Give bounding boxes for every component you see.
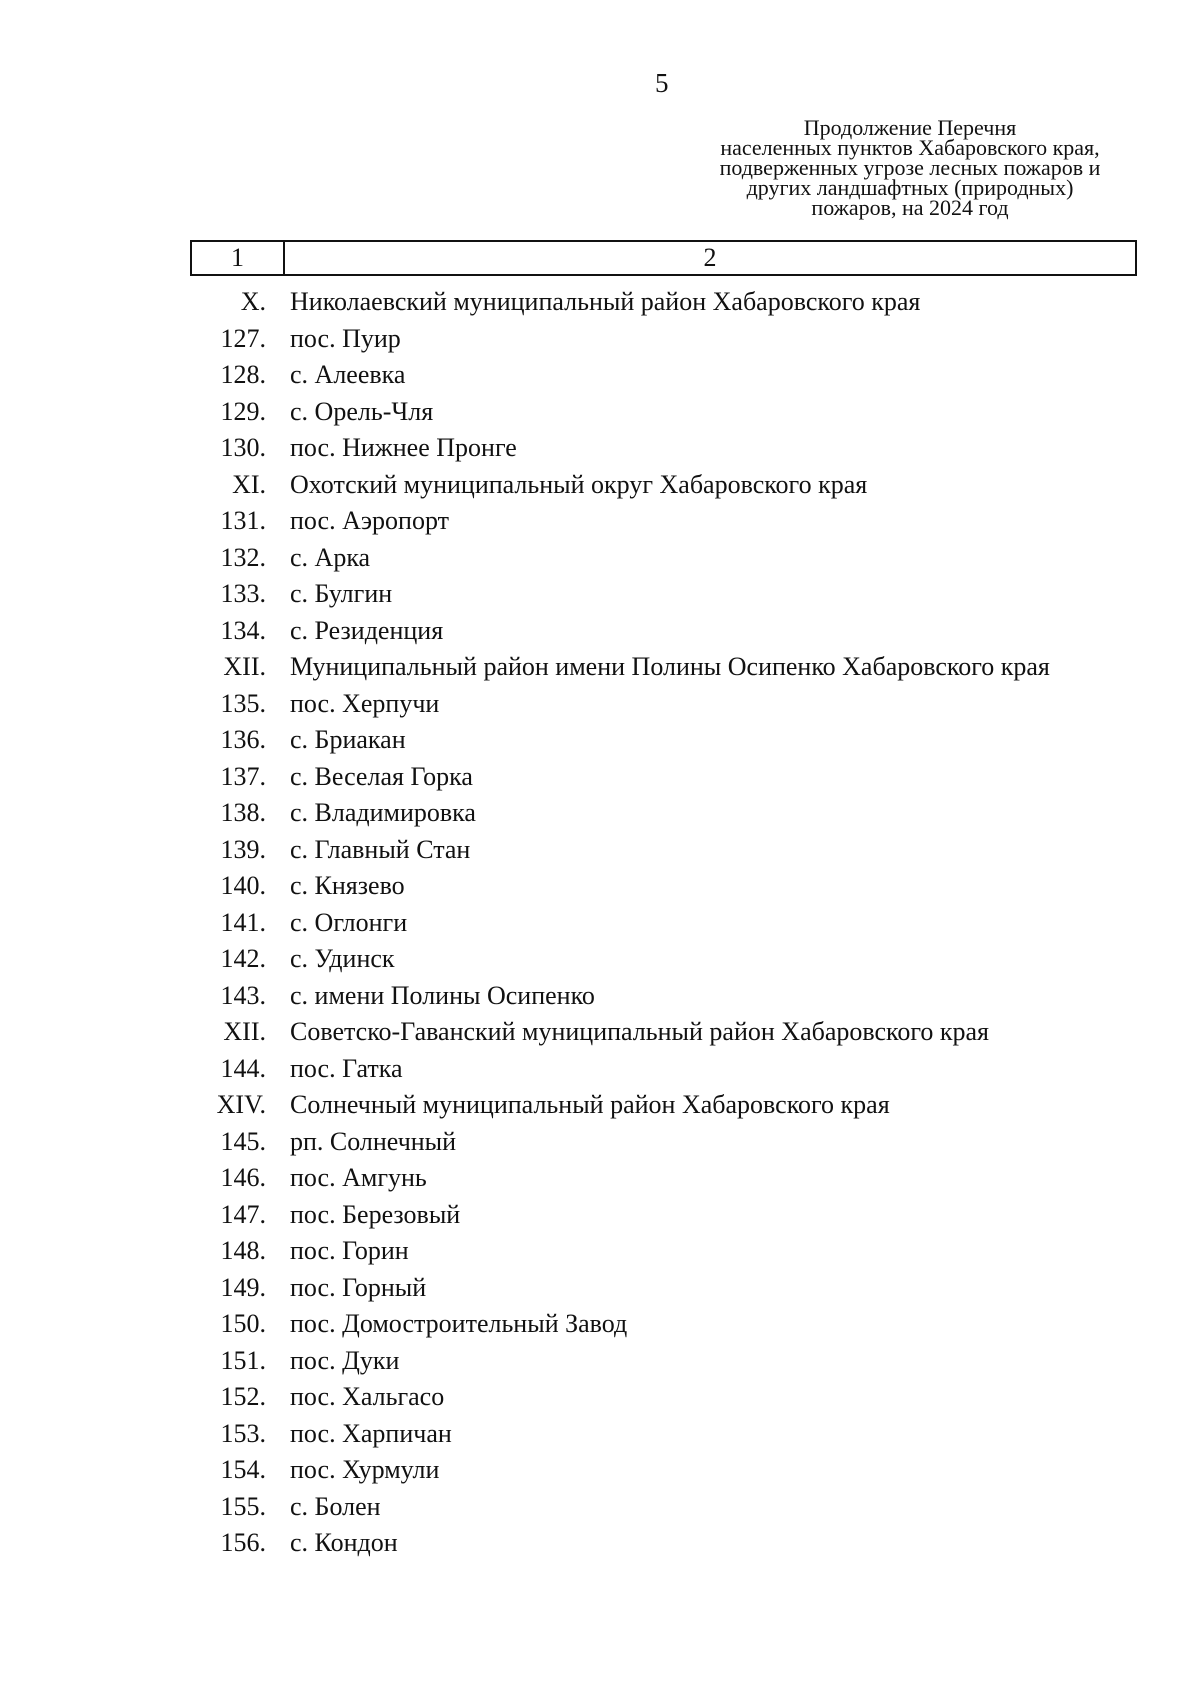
item-number: 138. [220,798,266,827]
item-number: 145. [220,1126,266,1156]
item-number: 148. [220,1236,266,1265]
list-item [190,1525,1190,1562]
list-item [190,686,1190,723]
list-item [190,1051,1190,1088]
item-name: пос. Харпичан [290,1418,452,1448]
item-name: Солнечный муниципальный район Хабаровского края [290,1090,890,1119]
item-number: 139. [220,834,266,864]
item-number: 153. [220,1418,266,1448]
list-item [190,1087,1190,1124]
list-item [190,1233,1190,1270]
list-item [190,832,1190,869]
item-number: 129. [220,396,266,426]
list-item [190,503,1190,540]
page-number: 5 [655,68,669,98]
item-name: рп. Солнечный [290,1126,457,1156]
item-number: 136. [220,725,266,754]
list-item [190,795,1190,832]
document-heading [680,115,1140,220]
list-item [190,1124,1190,1161]
heading-line: подверженных угрозе лесных пожаров и [719,155,1101,180]
list-item [190,1160,1190,1197]
item-name: Муниципальный район имени Полины Осипенко Хабаровского края [290,652,1050,681]
item-name: Николаевский муниципальный район Хабаровского края [290,287,921,316]
item-name: с. Владимировка [290,798,476,827]
item-number: 143. [220,980,266,1010]
heading-line: пожаров, на 2024 год [811,195,1009,220]
item-name: пос. Херпучи [290,688,440,718]
item-name: с. Веселая Горка [290,761,473,791]
item-name: пос. Нижнее Пронге [290,433,517,462]
item-name: пос. Березовый [290,1199,461,1229]
item-name: Советско-Гаванский муниципальный район Хабаровского края [290,1017,990,1046]
item-number: 128. [220,360,266,389]
list-item [190,1197,1190,1234]
item-name: с. Кондон [290,1528,398,1557]
list-item [190,1452,1190,1489]
list-item [190,1306,1190,1343]
item-number: 141. [220,907,266,937]
item-name: с. Резиденция [290,615,444,645]
list-item [190,1270,1190,1307]
item-name: пос. Хальгасо [290,1382,445,1411]
item-name: с. Удинск [290,944,395,973]
heading-line: других ландшафтных (природных) [746,175,1074,200]
list-item [190,1489,1190,1526]
item-number: 142. [220,944,266,973]
item-number: X. [240,287,266,316]
item-number: 149. [220,1272,266,1302]
item-name: с. Орель-Чля [290,396,434,426]
list-item [190,284,1190,321]
item-number: 156. [220,1528,266,1557]
item-number: XI. [232,469,266,499]
list-item [190,1343,1190,1380]
list-item [190,759,1190,796]
item-name: пос. Дуки [290,1345,400,1375]
item-number: 134. [220,615,266,645]
item-name: пос. Горный [290,1272,427,1302]
item-name: с. Болен [290,1491,381,1521]
item-number: 144. [220,1053,266,1083]
list-item [190,613,1190,650]
list-item [190,357,1190,394]
table-header [190,240,1137,276]
item-number: 147. [220,1199,266,1229]
item-name: пос. Хурмули [290,1455,440,1484]
list-item [190,868,1190,905]
list-item [190,722,1190,759]
item-name: Охотский муниципальный округ Хабаровского края [290,469,868,499]
item-name: с. Бриакан [290,725,406,754]
list-item [190,1379,1190,1416]
item-number: 131. [220,506,266,535]
list-item [190,978,1190,1015]
list-item [190,905,1190,942]
item-name: с. Главный Стан [290,834,471,864]
list-item [190,430,1190,467]
list-item [190,321,1190,358]
column-header-number: 1 [192,242,285,274]
heading-line: населенных пунктов Хабаровского края, [720,135,1100,160]
list-item [190,649,1190,686]
item-name: пос. Домостроительный Завод [290,1309,628,1338]
item-number: 151. [220,1345,266,1375]
item-name: с. Арка [290,542,371,572]
item-name: пос. Гатка [290,1053,403,1083]
item-number: 146. [220,1163,266,1192]
item-name: с. имени Полины Осипенко [290,980,595,1010]
item-number: 132. [220,542,266,572]
item-number: 150. [220,1309,266,1338]
item-number: 140. [220,871,266,900]
item-name: с. Булгин [290,579,393,608]
item-number: XII. [223,1017,266,1046]
item-number: 155. [220,1491,266,1521]
item-number: 152. [220,1382,266,1411]
item-name: пос. Пуир [290,323,401,353]
item-number: 154. [220,1455,266,1484]
item-number: 130. [220,433,266,462]
list-item [190,467,1190,504]
heading-line: Продолжение Перечня [803,115,1017,140]
item-number: 133. [220,579,266,608]
item-number: 135. [220,688,266,718]
item-number: 127. [220,323,266,353]
list-item [190,576,1190,613]
list-item [190,941,1190,978]
list-item [190,394,1190,431]
item-name: пос. Амгунь [290,1163,427,1192]
item-name: пос. Аэропорт [290,506,449,535]
item-number: XIV. [216,1090,266,1119]
list-item [190,1416,1190,1453]
item-number: XII. [223,652,266,681]
column-header-name: 2 [703,243,717,272]
list-item [190,540,1190,577]
item-name: пос. Горин [290,1236,409,1265]
item-name: с. Оглонги [290,907,408,937]
item-number: 137. [220,761,266,791]
list-item [190,1014,1190,1051]
item-name: с. Князево [290,871,405,900]
item-name: с. Алеевка [290,360,406,389]
settlement-list [190,284,1190,1562]
